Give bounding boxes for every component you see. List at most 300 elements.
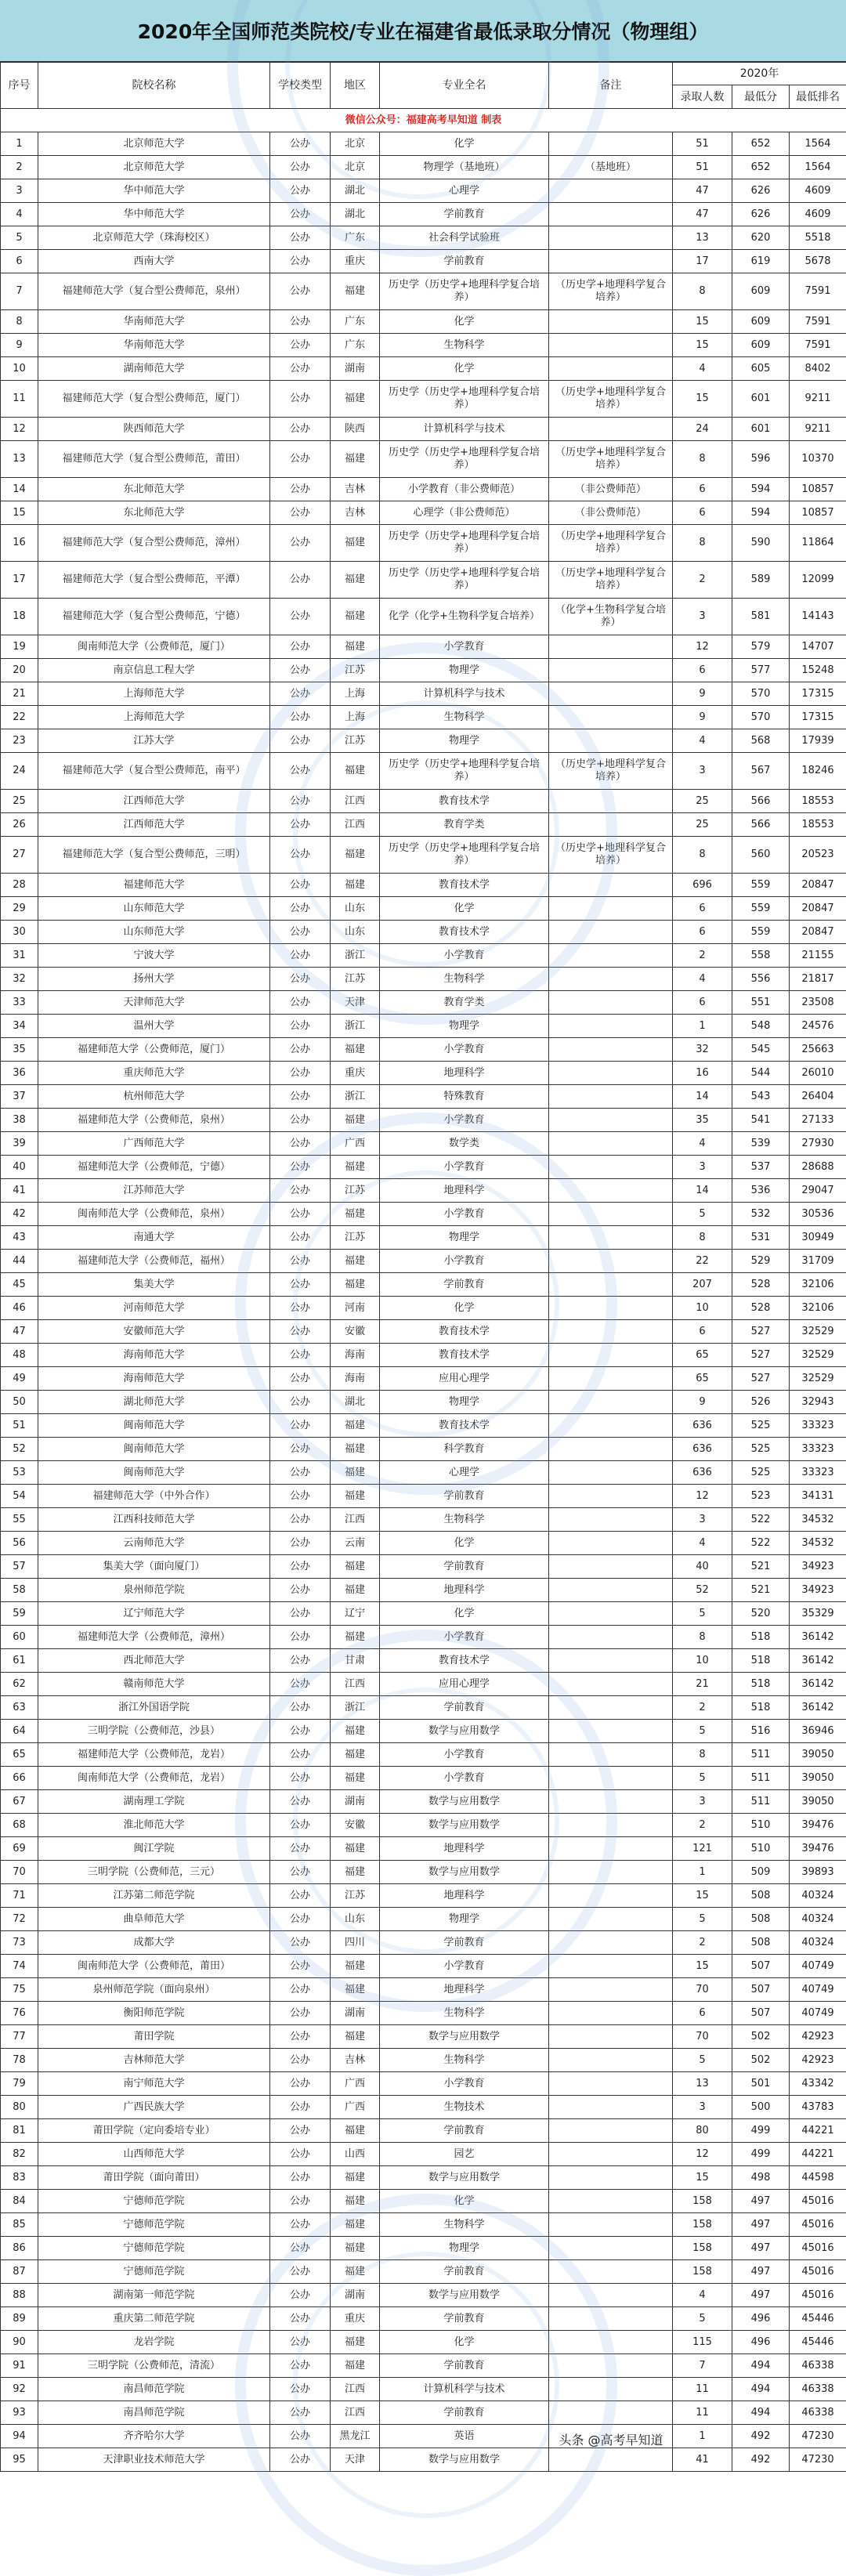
cell-type: 公办 [270,381,331,418]
cell-major: 小学教育 [380,1767,549,1790]
table-row [1,991,846,1015]
cell-seq: 2 [1,156,38,179]
cell-min-score: 497 [732,2213,790,2237]
cell-region: 四川 [331,1931,380,1955]
cell-school: 闽南师范大学（公费师范，莆田） [38,1955,270,1978]
cell-region: 吉林 [331,501,380,525]
cell-min-score: 516 [732,1720,790,1743]
cell-region: 福建 [331,1978,380,2002]
cell-region: 福建 [331,1250,380,1273]
table-row [1,132,846,156]
cell-min-rank: 36142 [790,1696,846,1720]
cell-min-rank: 44221 [790,2119,846,2143]
cell-school: 华中师范大学 [38,179,270,203]
cell-count: 2 [673,562,732,599]
cell-region: 福建 [331,1626,380,1649]
cell-major: 历史学（历史学+地理科学复合培养） [380,562,549,599]
cell-major: 生物科学 [380,968,549,991]
cell-region: 福建 [331,1156,380,1179]
cell-school: 南通大学 [38,1226,270,1250]
table-row [1,1367,846,1391]
cell-school: 南京信息工程大学 [38,659,270,682]
cell-type: 公办 [270,874,331,897]
admission-table [0,61,846,2472]
table-row [1,381,846,418]
cell-type: 公办 [270,478,331,501]
table-row [1,944,846,968]
cell-school: 南昌师范学院 [38,2401,270,2425]
table-row [1,1015,846,1038]
cell-type: 公办 [270,1555,331,1579]
cell-seq: 20 [1,659,38,682]
cell-min-score: 508 [732,1884,790,1908]
cell-count: 40 [673,1555,732,1579]
cell-school: 闽南师范大学（公费师范，泉州） [38,1203,270,1226]
cell-note [549,1438,673,1461]
cell-type: 公办 [270,418,331,441]
table-row [1,1649,846,1673]
cell-seq: 76 [1,2002,38,2025]
cell-count: 4 [673,2284,732,2307]
cell-note [549,1367,673,1391]
cell-region: 福建 [331,635,380,659]
cell-note [549,418,673,441]
table-row [1,2166,846,2190]
cell-note [549,1485,673,1508]
cell-major: 教育学类 [380,813,549,837]
cell-min-rank: 46338 [790,2401,846,2425]
cell-note [549,1790,673,1814]
cell-count: 65 [673,1367,732,1391]
cell-school: 东北师范大学 [38,501,270,525]
page-title: 2020年全国师范类院校/专业在福建省最低录取分情况（物理组） [0,0,846,63]
cell-type: 公办 [270,2307,331,2331]
cell-type: 公办 [270,2425,331,2448]
cell-region: 广东 [331,226,380,250]
cell-school: 华中师范大学 [38,203,270,226]
cell-school: 山西师范大学 [38,2143,270,2166]
cell-major: 小学教育 [380,2072,549,2096]
cell-min-rank: 47230 [790,2448,846,2472]
cell-note [549,706,673,729]
cell-min-rank: 40749 [790,1978,846,2002]
cell-region: 福建 [331,2354,380,2378]
cell-major: 学前教育 [380,1931,549,1955]
cell-min-rank: 45016 [790,2284,846,2307]
table-row [1,1555,846,1579]
cell-school: 广西民族大学 [38,2096,270,2119]
table-row [1,1908,846,1931]
cell-type: 公办 [270,441,331,478]
cell-major: 生物科学 [380,2002,549,2025]
cell-major: 历史学（历史学+地理科学复合培养） [380,753,549,790]
cell-major: 地理科学 [380,1579,549,1602]
cell-note [549,1955,673,1978]
cell-major: 化学 [380,132,549,156]
cell-region: 福建 [331,1767,380,1790]
cell-seq: 61 [1,1649,38,1673]
cell-seq: 64 [1,1720,38,1743]
cell-type: 公办 [270,1391,331,1414]
cell-min-score: 559 [732,874,790,897]
cell-major: 化学 [380,357,549,381]
cell-min-rank: 7591 [790,334,846,357]
cell-min-score: 536 [732,1179,790,1203]
cell-count: 115 [673,2331,732,2354]
cell-count: 5 [673,1720,732,1743]
cell-major: 生物科学 [380,1508,549,1532]
cell-min-rank: 29047 [790,1179,846,1203]
cell-min-rank: 33323 [790,1414,846,1438]
cell-region: 福建 [331,1109,380,1132]
cell-type: 公办 [270,1344,331,1367]
cell-count: 6 [673,1320,732,1344]
cell-min-rank: 7591 [790,310,846,334]
cell-count: 158 [673,2237,732,2260]
cell-region: 重庆 [331,250,380,273]
cell-school: 莆田学院（定向委培专业） [38,2119,270,2143]
cell-min-rank: 45016 [790,2213,846,2237]
cell-seq: 70 [1,1861,38,1884]
cell-count: 4 [673,729,732,753]
cell-count: 13 [673,226,732,250]
cell-type: 公办 [270,1626,331,1649]
cell-type: 公办 [270,1367,331,1391]
table-row [1,2448,846,2472]
cell-count: 207 [673,1273,732,1297]
cell-type: 公办 [270,1743,331,1767]
cell-major: 历史学（历史学+地理科学复合培养） [380,837,549,874]
cell-count: 9 [673,682,732,706]
cell-seq: 21 [1,682,38,706]
cell-count: 12 [673,2143,732,2166]
cell-note: （历史学+地理科学复合培养） [549,525,673,562]
cell-school: 福建师范大学（复合型公费师范，莆田） [38,441,270,478]
cell-school: 湖南理工学院 [38,1790,270,1814]
cell-seq: 71 [1,1884,38,1908]
cell-min-score: 521 [732,1555,790,1579]
cell-major: 小学教育 [380,1156,549,1179]
cell-region: 广西 [331,1132,380,1156]
cell-type: 公办 [270,1203,331,1226]
cell-seq: 18 [1,599,38,635]
cell-count: 6 [673,659,732,682]
cell-seq: 47 [1,1320,38,1344]
cell-min-rank: 46338 [790,2378,846,2401]
cell-major: 教育学类 [380,991,549,1015]
cell-min-rank: 40749 [790,2002,846,2025]
table-row [1,250,846,273]
cell-major: 教育技术学 [380,1344,549,1367]
cell-count: 2 [673,1814,732,1837]
cell-min-score: 508 [732,1908,790,1931]
cell-seq: 82 [1,2143,38,2166]
cell-school: 重庆师范大学 [38,1062,270,1085]
cell-major: 数学与应用数学 [380,1814,549,1837]
cell-seq: 69 [1,1837,38,1861]
cell-seq: 24 [1,753,38,790]
cell-min-rank: 45016 [790,2190,846,2213]
cell-major: 计算机科学与技术 [380,418,549,441]
cell-min-score: 507 [732,1955,790,1978]
cell-seq: 28 [1,874,38,897]
cell-min-rank: 45016 [790,2237,846,2260]
cell-region: 山东 [331,897,380,921]
cell-min-score: 525 [732,1461,790,1485]
cell-min-rank: 9211 [790,418,846,441]
cell-type: 公办 [270,1438,331,1461]
cell-count: 3 [673,1790,732,1814]
table-row [1,525,846,562]
cell-major: 化学 [380,1297,549,1320]
table-row [1,1038,846,1062]
cell-region: 江苏 [331,729,380,753]
cell-school: 北京师范大学（珠海校区） [38,226,270,250]
cell-seq: 29 [1,897,38,921]
cell-seq: 37 [1,1085,38,1109]
cell-school: 华南师范大学 [38,310,270,334]
cell-count: 15 [673,1884,732,1908]
cell-type: 公办 [270,2190,331,2213]
cell-major: 数学与应用数学 [380,2284,549,2307]
cell-school: 南昌师范学院 [38,2378,270,2401]
cell-count: 2 [673,944,732,968]
cell-type: 公办 [270,501,331,525]
cell-note [549,2190,673,2213]
cell-min-score: 558 [732,944,790,968]
cell-major: 应用心理学 [380,1367,549,1391]
cell-major: 教育技术学 [380,921,549,944]
cell-school: 广西师范大学 [38,1132,270,1156]
cell-region: 甘肃 [331,1649,380,1673]
cell-region: 湖南 [331,2284,380,2307]
cell-school: 扬州大学 [38,968,270,991]
table-row [1,1532,846,1555]
table-row [1,1109,846,1132]
cell-note [549,2166,673,2190]
cell-min-score: 527 [732,1367,790,1391]
cell-type: 公办 [270,2378,331,2401]
cell-seq: 56 [1,1532,38,1555]
table-row [1,1978,846,2002]
cell-seq: 88 [1,2284,38,2307]
cell-min-score: 492 [732,2448,790,2472]
cell-region: 福建 [331,2260,380,2284]
cell-seq: 11 [1,381,38,418]
cell-type: 公办 [270,1062,331,1085]
cell-min-score: 511 [732,1767,790,1790]
cell-school: 曲阜师范大学 [38,1908,270,1931]
cell-count: 8 [673,1226,732,1250]
table-row [1,2190,846,2213]
cell-count: 3 [673,2096,732,2119]
table-row [1,753,846,790]
cell-min-score: 567 [732,753,790,790]
cell-min-score: 609 [732,334,790,357]
cell-min-score: 544 [732,1062,790,1085]
table-row [1,1696,846,1720]
cell-region: 山东 [331,1908,380,1931]
cell-major: 物理学 [380,659,549,682]
cell-count: 51 [673,156,732,179]
cell-school: 福建师范大学（公费师范，福州） [38,1250,270,1273]
cell-type: 公办 [270,2166,331,2190]
cell-major: 小学教育 [380,1250,549,1273]
cell-major: 物理学 [380,729,549,753]
table-row [1,418,846,441]
cell-min-rank: 1564 [790,132,846,156]
cell-major: 数学与应用数学 [380,2166,549,2190]
cell-count: 21 [673,1673,732,1696]
cell-major: 学前教育 [380,2119,549,2143]
cell-seq: 93 [1,2401,38,2425]
cell-min-score: 566 [732,790,790,813]
cell-min-rank: 25663 [790,1038,846,1062]
cell-min-score: 500 [732,2096,790,2119]
cell-count: 5 [673,1767,732,1790]
table-row [1,1132,846,1156]
cell-min-rank: 9211 [790,381,846,418]
table-row [1,2143,846,2166]
cell-region: 福建 [331,525,380,562]
cell-min-score: 559 [732,897,790,921]
cell-note [549,1062,673,1085]
cell-seq: 31 [1,944,38,968]
cell-region: 福建 [331,1485,380,1508]
cell-major: 数学类 [380,1132,549,1156]
cell-note [549,874,673,897]
cell-type: 公办 [270,790,331,813]
table-row [1,2260,846,2284]
table-row [1,310,846,334]
cell-note [549,2002,673,2025]
cell-type: 公办 [270,1226,331,1250]
cell-region: 湖北 [331,1391,380,1414]
cell-min-score: 496 [732,2307,790,2331]
cell-type: 公办 [270,1273,331,1297]
cell-major: 化学 [380,897,549,921]
cell-region: 天津 [331,2448,380,2472]
header-major: 专业全名 [380,62,549,109]
cell-region: 福建 [331,1414,380,1438]
header-note: 备注 [549,62,673,109]
cell-note [549,1391,673,1414]
cell-count: 2 [673,1931,732,1955]
cell-min-score: 508 [732,1931,790,1955]
cell-type: 公办 [270,944,331,968]
cell-seq: 60 [1,1626,38,1649]
cell-count: 3 [673,1508,732,1532]
cell-seq: 46 [1,1297,38,1320]
cell-seq: 91 [1,2354,38,2378]
cell-min-rank: 12099 [790,562,846,599]
cell-region: 重庆 [331,2307,380,2331]
cell-region: 福建 [331,1579,380,1602]
header-region: 地区 [331,62,380,109]
cell-min-score: 568 [732,729,790,753]
cell-count: 3 [673,1156,732,1179]
cell-min-rank: 40324 [790,1931,846,1955]
cell-note: （历史学+地理科学复合培养） [549,273,673,310]
cell-type: 公办 [270,2096,331,2119]
cell-seq: 62 [1,1673,38,1696]
cell-region: 河南 [331,1297,380,1320]
cell-school: 龙岩学院 [38,2331,270,2354]
cell-school: 天津师范大学 [38,991,270,1015]
cell-note [549,1226,673,1250]
cell-note [549,226,673,250]
cell-note [549,1132,673,1156]
cell-min-score: 492 [732,2425,790,2448]
cell-major: 数学与应用数学 [380,2448,549,2472]
cell-type: 公办 [270,2002,331,2025]
cell-count: 15 [673,334,732,357]
cell-count: 6 [673,991,732,1015]
cell-region: 江西 [331,2401,380,2425]
cell-min-rank: 42923 [790,2049,846,2072]
cell-count: 4 [673,1132,732,1156]
cell-min-score: 501 [732,2072,790,2096]
cell-major: 学前教育 [380,2354,549,2378]
cell-min-score: 499 [732,2119,790,2143]
cell-region: 广东 [331,310,380,334]
cell-major: 小学教育（非公费师范） [380,478,549,501]
cell-type: 公办 [270,1461,331,1485]
table-row [1,156,846,179]
cell-major: 化学 [380,1532,549,1555]
cell-min-rank: 8402 [790,357,846,381]
table-row [1,1485,846,1508]
cell-min-score: 497 [732,2190,790,2213]
table-row [1,1438,846,1461]
cell-region: 福建 [331,1273,380,1297]
cell-seq: 78 [1,2049,38,2072]
cell-seq: 30 [1,921,38,944]
cell-count: 5 [673,2049,732,2072]
cell-type: 公办 [270,2072,331,2096]
cell-min-rank: 10370 [790,441,846,478]
cell-major: 生物科学 [380,334,549,357]
table-row [1,921,846,944]
cell-seq: 68 [1,1814,38,1837]
cell-region: 福建 [331,381,380,418]
cell-type: 公办 [270,179,331,203]
cell-min-rank: 34532 [790,1532,846,1555]
table-row [1,1673,846,1696]
table-row [1,1203,846,1226]
cell-min-score: 581 [732,599,790,635]
cell-seq: 4 [1,203,38,226]
cell-count: 32 [673,1038,732,1062]
cell-min-rank: 34923 [790,1579,846,1602]
cell-note [549,1579,673,1602]
table-row [1,1767,846,1790]
cell-note [549,1320,673,1344]
header-school: 院校名称 [38,62,270,109]
cell-major: 数学与应用数学 [380,1861,549,1884]
cell-region: 福建 [331,1438,380,1461]
cell-min-rank: 26404 [790,1085,846,1109]
header-count: 录取人数 [673,85,732,109]
cell-min-score: 532 [732,1203,790,1226]
cell-min-score: 497 [732,2237,790,2260]
table-row [1,179,846,203]
cell-note: （基地班） [549,156,673,179]
cell-min-score: 619 [732,250,790,273]
cell-type: 公办 [270,1132,331,1156]
cell-min-score: 609 [732,273,790,310]
cell-school: 福建师范大学（复合型公费师范，平潭） [38,562,270,599]
